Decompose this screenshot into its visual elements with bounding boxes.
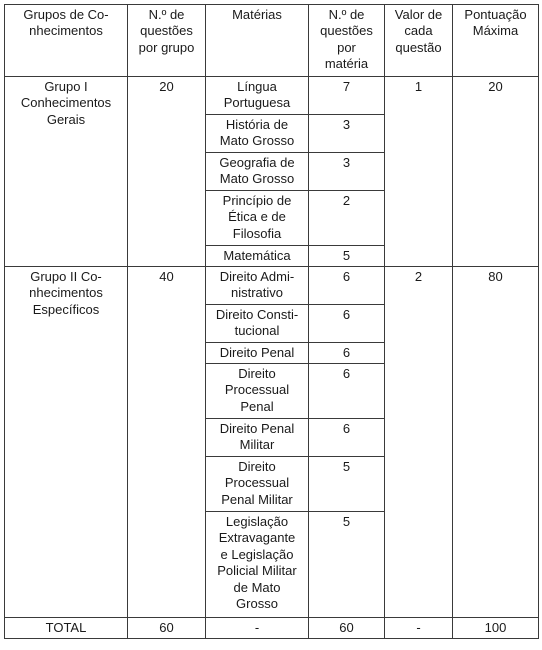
subject-count: 6 (309, 419, 385, 457)
subject-count: 5 (309, 457, 385, 512)
header-grupos: Grupos de Co- nhecimentos (5, 5, 128, 77)
table-row (5, 267, 539, 305)
total-valor: - (385, 618, 453, 639)
subject-count: 3 (309, 115, 385, 153)
subject-name: Matemática (206, 246, 309, 267)
header-pontuacao: Pontuação Máxima (453, 5, 539, 77)
subject-count: 6 (309, 305, 385, 343)
subject-count: 6 (309, 343, 385, 364)
group-2-questoes: 40 (128, 267, 206, 618)
header-row (5, 5, 539, 77)
header-questoes-grupo: N.º de questões por grupo (128, 5, 206, 77)
subject-count: 2 (309, 191, 385, 246)
subject-name: Geografia de Mato Grosso (206, 153, 309, 191)
total-label: TOTAL (5, 618, 128, 639)
subject-count: 7 (309, 77, 385, 115)
total-row (5, 618, 539, 639)
subject-name: Direito Processual Penal (206, 364, 309, 419)
total-pontuacao: 100 (453, 618, 539, 639)
subject-count: 3 (309, 153, 385, 191)
subject-name: Direito Consti- tucional (206, 305, 309, 343)
subject-name: História de Mato Grosso (206, 115, 309, 153)
subject-name: Direito Processual Penal Militar (206, 457, 309, 512)
subject-name: Princípio de Ética e de Filosofia (206, 191, 309, 246)
group-1-name: Grupo I Conhecimentos Gerais (5, 77, 128, 267)
header-materias: Matérias (206, 5, 309, 77)
subject-name: Direito Admi- nistrativo (206, 267, 309, 305)
table-row (5, 77, 539, 115)
header-valor: Valor de cada questão (385, 5, 453, 77)
subject-name: Legislação Extravagante e Legislação Policial Militar de Mato Grosso (206, 512, 309, 618)
subject-count: 6 (309, 267, 385, 305)
distribution-table (4, 4, 539, 639)
total-questoes-materia: 60 (309, 618, 385, 639)
total-questoes-grupo: 60 (128, 618, 206, 639)
group-2-pontuacao: 80 (453, 267, 539, 618)
subject-count: 5 (309, 512, 385, 618)
group-1-valor: 1 (385, 77, 453, 267)
group-1-questoes: 20 (128, 77, 206, 267)
group-1-pontuacao: 20 (453, 77, 539, 267)
subject-name: Direito Penal (206, 343, 309, 364)
group-2-valor: 2 (385, 267, 453, 618)
subject-count: 5 (309, 246, 385, 267)
group-2-name: Grupo II Co- nhecimentos Específicos (5, 267, 128, 618)
total-materias: - (206, 618, 309, 639)
subject-count: 6 (309, 364, 385, 419)
subject-name: Direito Penal Militar (206, 419, 309, 457)
header-questoes-materia: N.º de questões por matéria (309, 5, 385, 77)
subject-name: Língua Portuguesa (206, 77, 309, 115)
